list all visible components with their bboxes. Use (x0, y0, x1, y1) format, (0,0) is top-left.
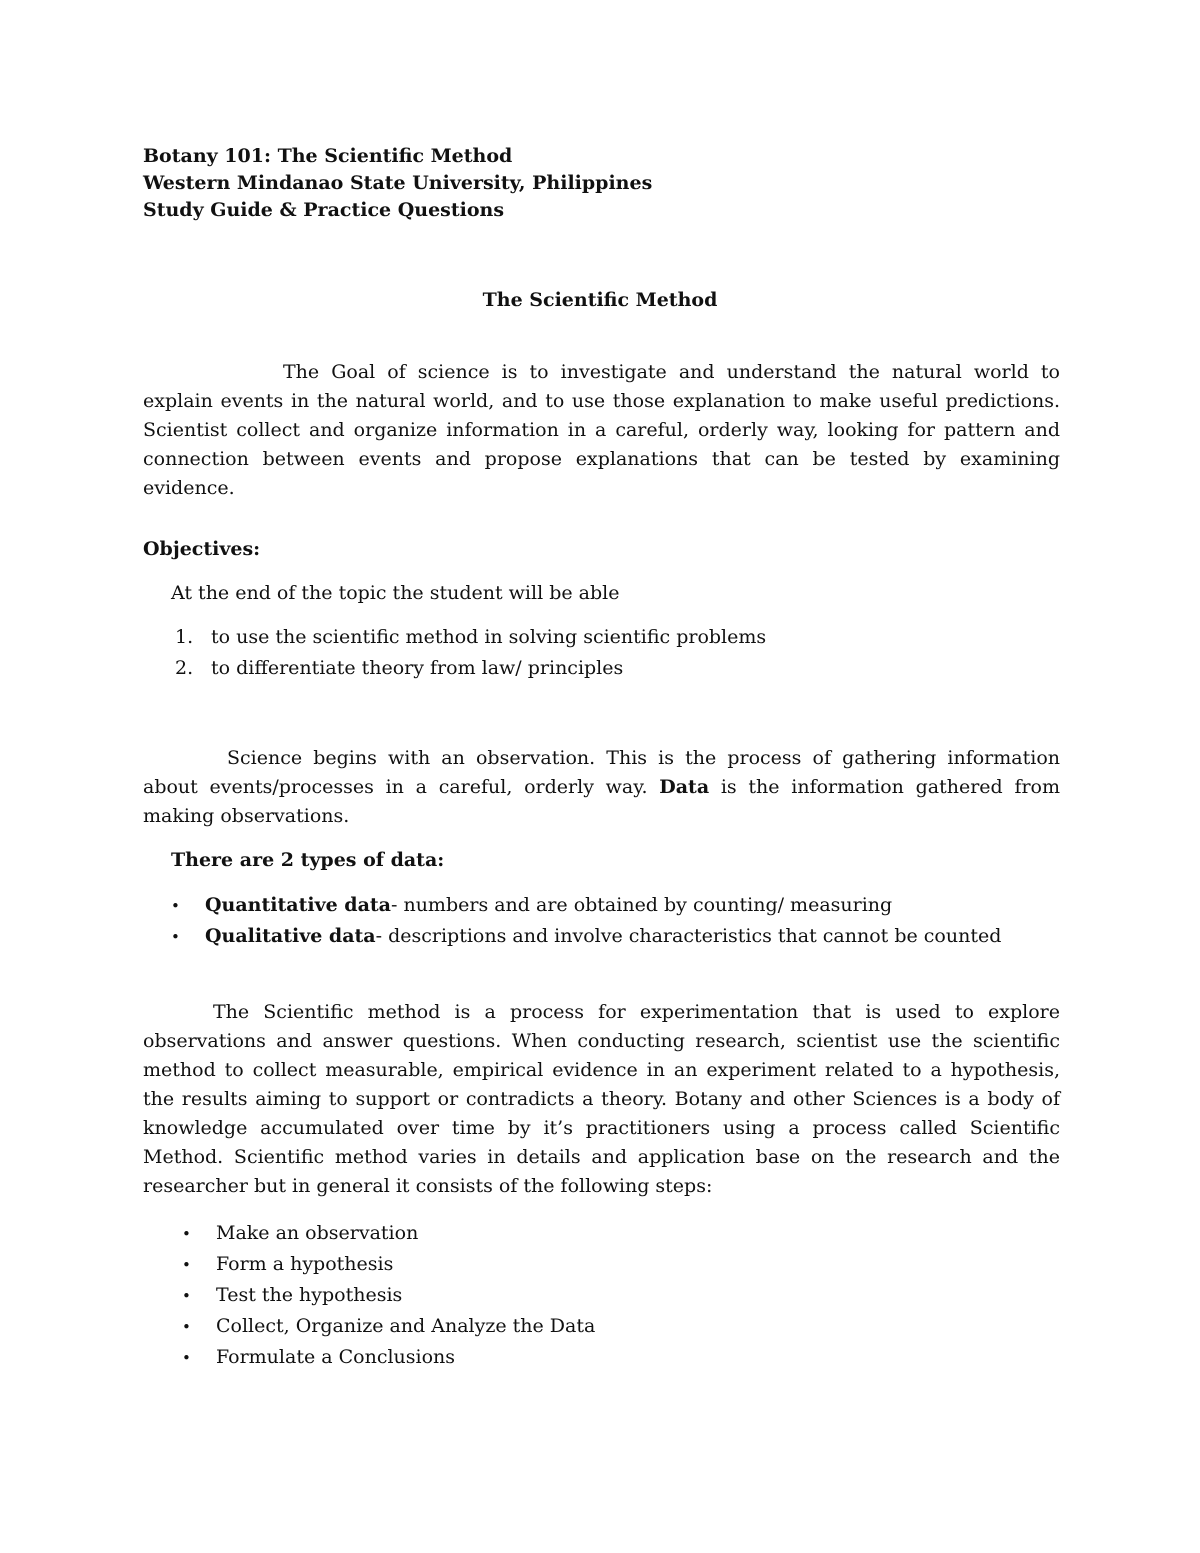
objectives-intro: At the end of the topic the student will be able (171, 582, 620, 604)
list-item (182, 1282, 595, 1313)
bullet-icon: • (182, 1287, 191, 1305)
data-type-desc: - numbers and are obtained by counting/ measuring (391, 894, 893, 916)
bullet-icon: • (182, 1256, 191, 1274)
step-text: Make an observation (216, 1222, 419, 1244)
university-name: Western Mindanao State University, Philippines (143, 172, 653, 194)
goal-paragraph: The Goal of science is to investigate and understand the natural world to explain events in the natural world, and to use those explanation to make useful predictions. Scientist collect and organize information in a careful, orderly way, looking for pattern and connection between events and propose explanations that can be tested by examining evidence. (143, 361, 1060, 499)
list-item-text: to use the scientific method in solving scientific problems (211, 626, 767, 648)
list-item-text: to differentiate theory from law/ principles (211, 657, 624, 679)
step-text: Collect, Organize and Analyze the Data (216, 1315, 596, 1337)
observation-paragraph (143, 744, 1060, 831)
step-text: Form a hypothesis (216, 1253, 394, 1275)
data-types-list (171, 892, 1001, 954)
bullet-icon: • (171, 897, 180, 915)
list-item (182, 1220, 595, 1251)
list-number: 1. (175, 626, 194, 648)
list-item (171, 892, 1001, 923)
guide-subtitle: Study Guide & Practice Questions (143, 199, 505, 221)
bullet-icon: • (182, 1349, 191, 1367)
page-title: The Scientific Method (482, 289, 718, 311)
method-paragraph: The Scientific method is a process for experimentation that is used to explore observations and answer questions. When conducting research, scientist use the scientific method to collect measurable, empirical evidence in an experiment related to a hypothesis, the results aiming to support or contradicts a theory. Botany and other Sciences is a body of knowledge accumulated over time by it’s practitioners using a process called Scientific Method. Scientific method varies in details and application base on the research and the researcher but in general it consists of the following steps: (143, 1001, 1060, 1197)
data-term: Data (659, 776, 710, 798)
list-item (182, 1344, 595, 1375)
list-item (182, 1313, 595, 1344)
list-item (171, 655, 766, 686)
list-item (171, 624, 766, 655)
step-text: Formulate a Conclusions (216, 1346, 456, 1368)
objectives-heading: Objectives: (143, 538, 261, 560)
document-header (143, 143, 652, 224)
bullet-icon: • (171, 928, 180, 946)
data-types-heading: There are 2 types of data: (171, 849, 445, 871)
data-type-term: Qualitative data (205, 925, 376, 947)
bullet-icon: • (182, 1225, 191, 1243)
step-text: Test the hypothesis (216, 1284, 403, 1306)
data-type-desc: - descriptions and involve characteristics that cannot be counted (375, 925, 1002, 947)
steps-list (182, 1220, 595, 1375)
course-title: Botany 101: The Scientific Method (143, 145, 513, 167)
bullet-icon: • (182, 1318, 191, 1336)
observation-text-end: is the information gathered from making observations. (143, 776, 1061, 827)
observation-text: Science begins with an observation. This is the process of gathering information about events/processes in a careful, orderly way. (143, 747, 1060, 798)
list-number: 2. (175, 657, 194, 679)
objectives-list (171, 624, 766, 686)
list-item (182, 1251, 595, 1282)
list-item (171, 923, 1001, 954)
data-type-term: Quantitative data (205, 894, 391, 916)
